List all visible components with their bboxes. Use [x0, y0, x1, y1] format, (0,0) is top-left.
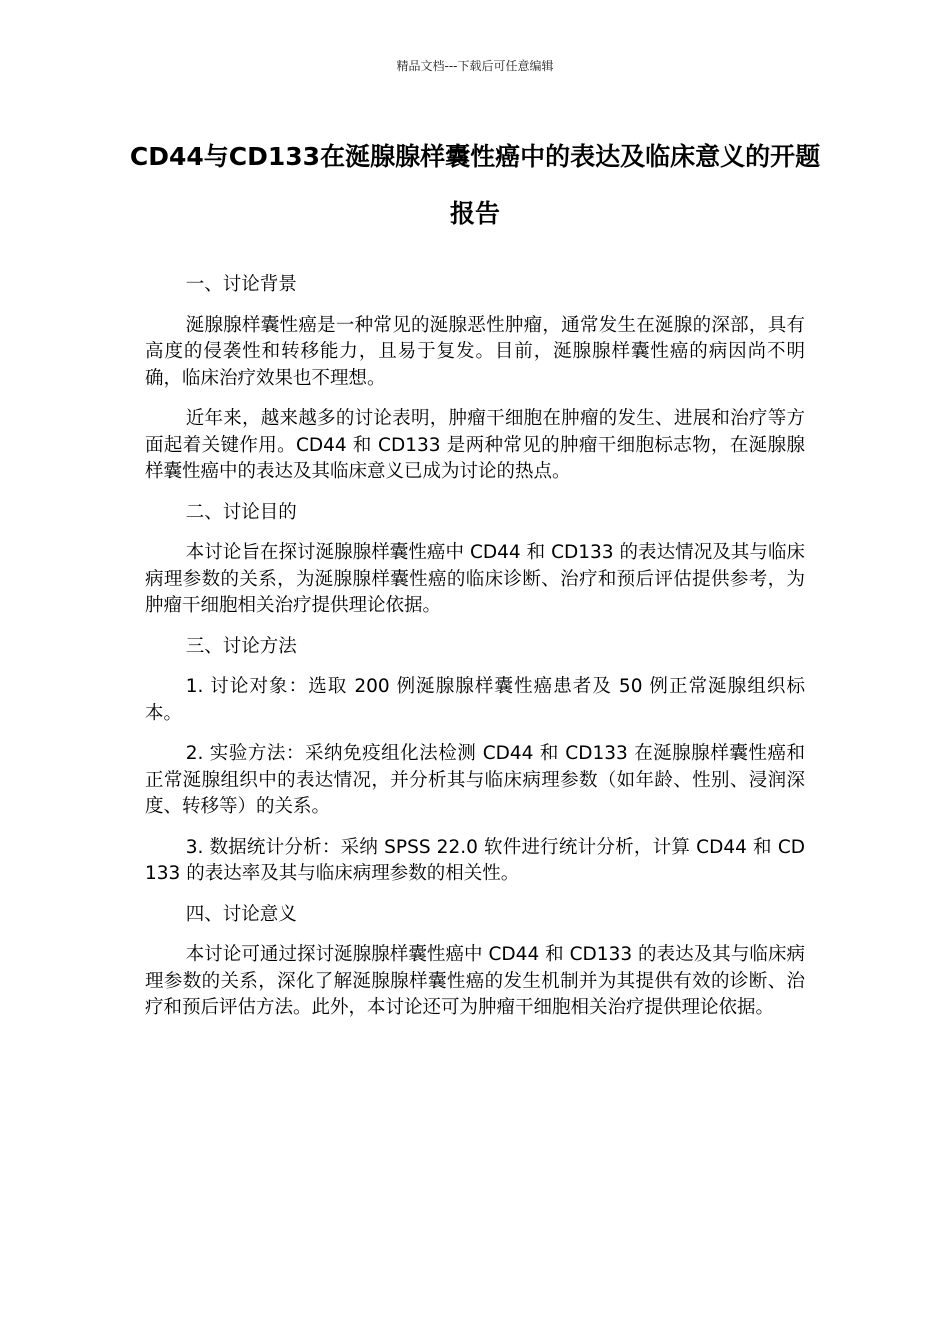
section-heading-significance: 四、讨论意义 [185, 903, 297, 925]
paragraph-significance-1: 本讨论可通过探讨涎腺腺样囊性癌中 CD44 和 CD133 的表达及其与临床病理参数的关系，深化了解涎腺腺样囊性癌的发生机制并为其提供有效的诊断、治疗和预后评估方法。此外，本讨论还可为肿瘤干细胞相关治疗提供理论依据。 [145, 944, 805, 1018]
section-heading-method: 三、讨论方法 [185, 635, 297, 657]
section-heading-background: 一、讨论背景 [185, 274, 297, 295]
paragraph-method-3: 3. 数据统计分析：采纳 SPSS 22.0 软件进行统计分析，计算 CD44 和 CD133 的表达率及其与临床病理参数的相关性。 [145, 836, 805, 884]
paragraph-method-1: 1. 讨论对象：选取 200 例涎腺腺样囊性癌患者及 50 例正常涎腺组织标本。 [145, 676, 805, 724]
paragraph-method-2: 2. 实验方法：采纳免疫组化法检测 CD44 和 CD133 在涎腺腺样囊性癌和正常涎腺组织中的表达情况，并分析其与临床病理参数（如年龄、性别、浸润深度、转移等）的关系。 [145, 743, 805, 817]
paragraph-background-2: 近年来，越来越多的讨论表明，肿瘤干细胞在肿瘤的发生、进展和治疗等方面起着关键作用。CD44 和 CD133 是两种常见的肿瘤干细胞标志物，在涎腺腺样囊性癌中的表达及其临床意义已成为讨论的热点。 [145, 408, 805, 482]
paragraph-purpose-1: 本讨论旨在探讨涎腺腺样囊性癌中 CD44 和 CD133 的表达情况及其与临床病理参数的关系，为涎腺腺样囊性癌的临床诊断、治疗和预后评估提供参考，为肿瘤干细胞相关治疗提供理论依据。 [145, 542, 805, 616]
document-body [145, 272, 805, 1036]
section-heading-purpose: 二、讨论目的 [185, 501, 297, 523]
document-title: CD44与CD133在涎腺腺样囊性癌中的表达及临床意义的开题报告 [129, 142, 821, 228]
paragraph-background-1: 涎腺腺样囊性癌是一种常见的涎腺恶性肿瘤，通常发生在涎腺的深部，具有高度的侵袭性和转移能力，且易于复发。目前，涎腺腺样囊性癌的病因尚不明确，临床治疗效果也不理想。 [145, 314, 805, 389]
page-header: 精品文档---下载后可任意编辑 [396, 59, 554, 73]
